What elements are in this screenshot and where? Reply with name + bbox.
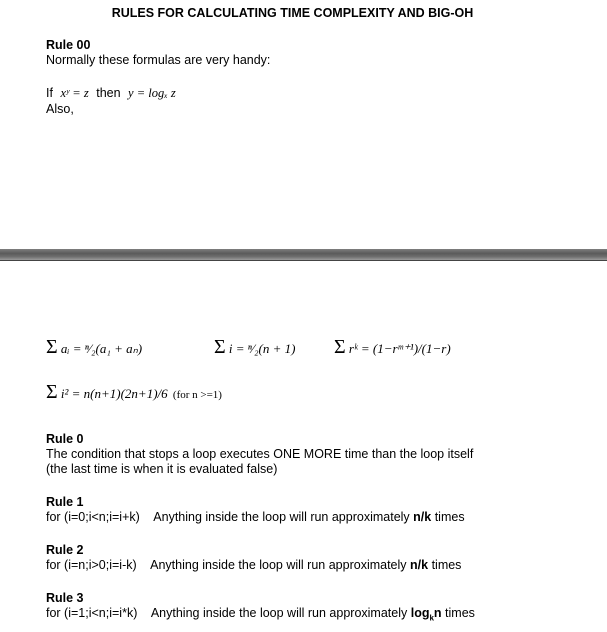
rule00-intro: Normally these formulas are very handy: [46, 53, 271, 67]
rule2-code: for (i=n;i>0;i=i-k) [46, 558, 137, 572]
rule2-value: n/k [410, 558, 429, 572]
rule2-suffix: times [431, 558, 462, 572]
rule3-code: for (i=1;i<n;i=i*k) [46, 606, 138, 620]
rule00-also: Also, [46, 102, 74, 116]
if-formula: xʸ = z [60, 86, 89, 100]
rule2-line [46, 558, 461, 572]
rule00-if-line [46, 86, 176, 101]
rule1-suffix: times [434, 510, 465, 524]
formula-sum-ai: Σ aᵢ = ⁿ⁄₂(a₁ + aₙ) [46, 336, 143, 358]
formula-condition: (for n >=1) [172, 389, 222, 401]
rule1-value: n/k [413, 510, 432, 524]
rule1-line [46, 510, 465, 524]
if-word: If [46, 86, 53, 100]
rule1-heading: Rule 1 [46, 495, 84, 509]
then-formula: y = logₓ z [128, 86, 176, 100]
then-word: then [96, 86, 121, 100]
formula-sum-i: Σ i = ⁿ⁄₂(n + 1) [214, 336, 296, 358]
formula-sum-i2: Σ i² = n(n+1)(2n+1)/6 (for n >=1) [46, 381, 222, 403]
page-title: RULES FOR CALCULATING TIME COMPLEXITY AND BIG-OH [111, 6, 474, 20]
rule0-line1: The condition that stops a loop executes ONE MORE time than the loop itself [46, 447, 474, 461]
rule0-line2: (the last time is when it is evaluated false) [46, 462, 278, 476]
divider-band [0, 249, 607, 261]
rule3-line [46, 606, 475, 623]
rule1-desc: Anything inside the loop will run approximately [153, 510, 410, 524]
rule3-value: $\log_kn$ [410, 606, 442, 623]
rule2-heading: Rule 2 [46, 543, 84, 557]
rule0-heading: Rule 0 [46, 432, 84, 446]
rule1-code: for (i=0;i<n;i=i+k) [46, 510, 140, 524]
rule3-heading: Rule 3 [46, 591, 84, 605]
rule3-desc: Anything inside the loop will run approximately [150, 606, 408, 620]
rule3-suffix: times [445, 606, 475, 620]
rule2-desc: Anything inside the loop will run approximately [150, 558, 407, 572]
formula-sum-rk: Σ rᵏ = (1−rᵐ⁺¹)/(1−r) [334, 336, 451, 358]
rule00-heading: Rule 00 [46, 38, 91, 52]
